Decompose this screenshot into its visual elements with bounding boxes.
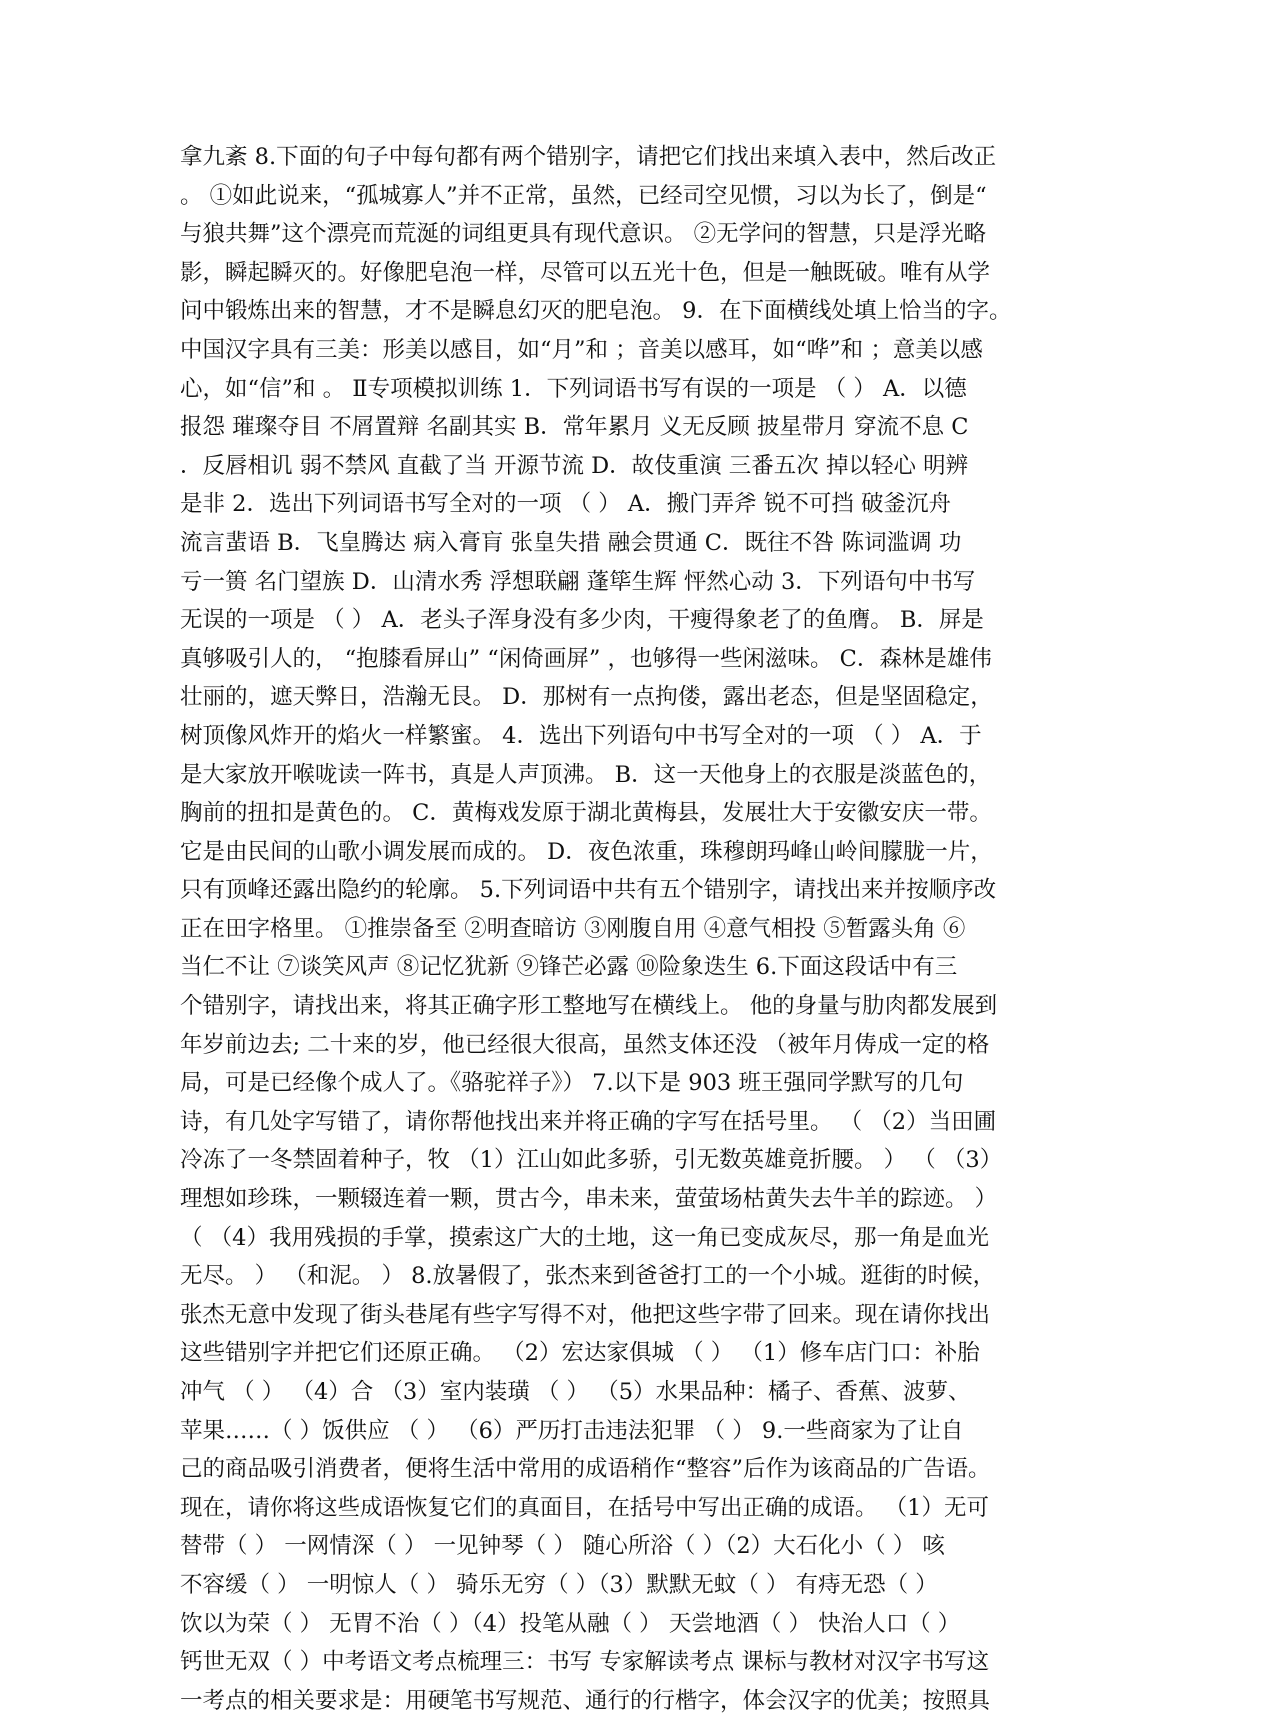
text-line: 钙世无双（ ）中考语文考点梳理三：书写 专家解读考点 课标与教材对汉字书写这 — [180, 1649, 989, 1676]
document-page — [180, 138, 1060, 1720]
text-line: 无尽。 ） （和泥。 ） 8.放暑假了，张杰来到爸爸打工的一个小城。逛街的时候， — [180, 1263, 996, 1290]
text-line: 这些错别字并把它们还原正确。 （2）宏达家俱城 （ ） （1）修车店门口：补胎 — [180, 1340, 980, 1367]
text-line: 张杰无意中发现了街头巷尾有些字写得不对，他把这些字带了回来。现在请你找出 — [180, 1301, 991, 1328]
text-line: 当仁不让 ⑦谈笑风声 ⑧记忆犹新 ⑨锋芒必露 ⑩险象迭生 6.下面这段话中有三 — [180, 954, 958, 981]
text-line: 个错别字，请找出来，将其正确字形工整地写在横线上。 他的身量与肋肉都发展到 — [180, 993, 998, 1020]
text-line: 苹果……（ ）饭供应 （ ） （6）严历打击违法犯罪 （ ） 9.一些商家为了让自 — [180, 1417, 964, 1444]
text-line: 局，可是已经像个成人了。《骆驼祥子》） 7.以下是 903 班王强同学默写的几句 — [180, 1070, 964, 1097]
text-line: 是非 2．选出下列词语书写全对的一项 （ ） A．搬门弄斧 锐不可挡 破釜沉舟 — [180, 491, 951, 518]
text-line: 中国汉字具有三美：形美以感目，如“月”和 ；音美以感耳，如“哗”和 ；意美以感 — [180, 336, 983, 363]
text-line: 冲气 （ ） （4）合 （3）室内装璜 （ ） （5）水果品种：橘子、香蕉、波萝、 — [180, 1379, 971, 1405]
text-line: 一考点的相关要求是：用硬笔书写规范、通行的行楷字，体会汉字的优美；按照具 — [180, 1687, 991, 1714]
text-line: 是大家放开喉咙读一阵书，真是人声顶沸。 B．这一天他身上的衣服是淡蓝色的， — [180, 761, 992, 788]
text-line: 影，瞬起瞬灭的。好像肥皂泡一样，尽管可以五光十色，但是一触既破。唯有从学 — [180, 259, 991, 286]
text-line: 饮以为荣（ ） 无胃不治（ ）（4）投笔从融（ ） 天尝地酒（ ） 快治人口（ ） — [180, 1610, 961, 1637]
text-line: 理想如珍珠，一颗辍连着一颗，贯古今，串未来，萤萤场枯黄失去牛羊的踪迹。 ） — [180, 1186, 998, 1213]
text-line: 己的商品吸引消费者，便将生活中常用的成语稍作“整容”后作为该商品的广告语。 — [180, 1456, 991, 1483]
text-line: 诗，有几处字写错了，请你帮他找出来并将正确的字写在括号里。 （ （2）当田圃 — [180, 1108, 997, 1135]
text-line: 心，如“信”和 。 Ⅱ专项模拟训练 1．下列词语书写有误的一项是 （ ） A．以德 — [180, 375, 967, 402]
text-line: 拿九紊 8.下面的句子中每句都有两个错别字，请把它们找出来填入表中，然后改正 — [180, 144, 997, 170]
text-line: 替带（ ） 一网情深（ ） 一见钟琴（ ） 随心所浴（ ）（2）大石化小（ ） 咳 — [180, 1533, 945, 1560]
text-line: （ （4）我用残损的手掌，摸索这广大的土地，这一角已变成灰尽，那一角是血光 — [180, 1224, 989, 1251]
text-line: 报怨 璀璨夺目 不屑置辩 名副其实 B．常年累月 义无反顾 披星带月 穿流不息 C — [180, 414, 969, 441]
text-line: 冷冻了一冬禁固着种子，牧 （1）江山如此多骄，引无数英雄竟折腰。 ） （ （3） — [180, 1147, 1003, 1174]
text-line: 正在田字格里。 ①推崇备至 ②明查暗访 ③刚腹自用 ④意气相投 ⑤暂露头角 ⑥ — [180, 915, 966, 942]
text-line: 。 ①如此说来，“孤城寡人”并不正常，虽然，已经司空见惯，习以为长了，倒是“ — [180, 182, 987, 209]
text-line: 现在，请你将这些成语恢复它们的真面目，在括号中写出正确的成语。 （1）无可 — [180, 1494, 989, 1521]
text-line: 年岁前边去; 二十来的岁，他已经很大很高，虽然支体还没 （被年月俦成一定的格 — [180, 1031, 990, 1058]
text-line: 真够吸引人的， “抱膝看屏山” “闲倚画屏” ，也够得一些闲滋味。 C．森林是雄伟 — [180, 645, 992, 672]
text-line: 问中锻炼出来的智慧，才不是瞬息幻灭的肥皂泡。 9．在下面横线处填上恰当的字。 — [180, 298, 1012, 325]
text-line: 它是由民间的山歌小调发展而成的。 D．夜色浓重，珠穆朗玛峰山岭间朦胧一片， — [180, 838, 993, 865]
text-line: 胸前的扭扣是黄色的。 C．黄梅戏发原于湖北黄梅县，发展壮大于安徽安庆一带。 — [180, 800, 992, 827]
text-line: 不容缓（ ） 一明惊人（ ） 骑乐无穷（ ）（3）默默无蚊（ ） 有痔无恐（ ） — [180, 1571, 938, 1598]
text-line: 亏一篑 名门望族 D．山清水秀 浮想联翩 蓬筚生辉 怦然心动 3．下列语句中书写 — [180, 568, 976, 595]
text-line: 流言蜚语 B．飞皇腾达 病入膏肓 张皇失措 融会贯通 C．既往不咎 陈词滥调 功 — [180, 529, 962, 556]
text-line: 壮丽的，遮天弊日，浩瀚无艮。 D．那树有一点拘偻，露出老态，但是坚固稳定， — [180, 684, 993, 711]
text-line: 无误的一项是 （ ） A．老头子浑身没有多少肉，干瘦得象老了的鱼膺。 B．屏是 — [180, 607, 984, 634]
text-line: 与狼共舞”这个漂亮而荒涎的词组更具有现代意识。 ②无学问的智慧，只是浮光略 — [180, 221, 987, 248]
text-line: 树顶像风炸开的焰火一样繁蜜。 4．选出下列语句中书写全对的一项 （ ） A．于 — [180, 722, 982, 749]
text-line: ．反唇相讥 弱不禁风 直截了当 开源节流 D．故伎重演 三番五次 掉以轻心 明辨 — [180, 452, 969, 479]
text-line: 只有顶峰还露出隐约的轮廓。 5.下列词语中共有五个错别字，请找出来并按顺序改 — [180, 877, 997, 904]
